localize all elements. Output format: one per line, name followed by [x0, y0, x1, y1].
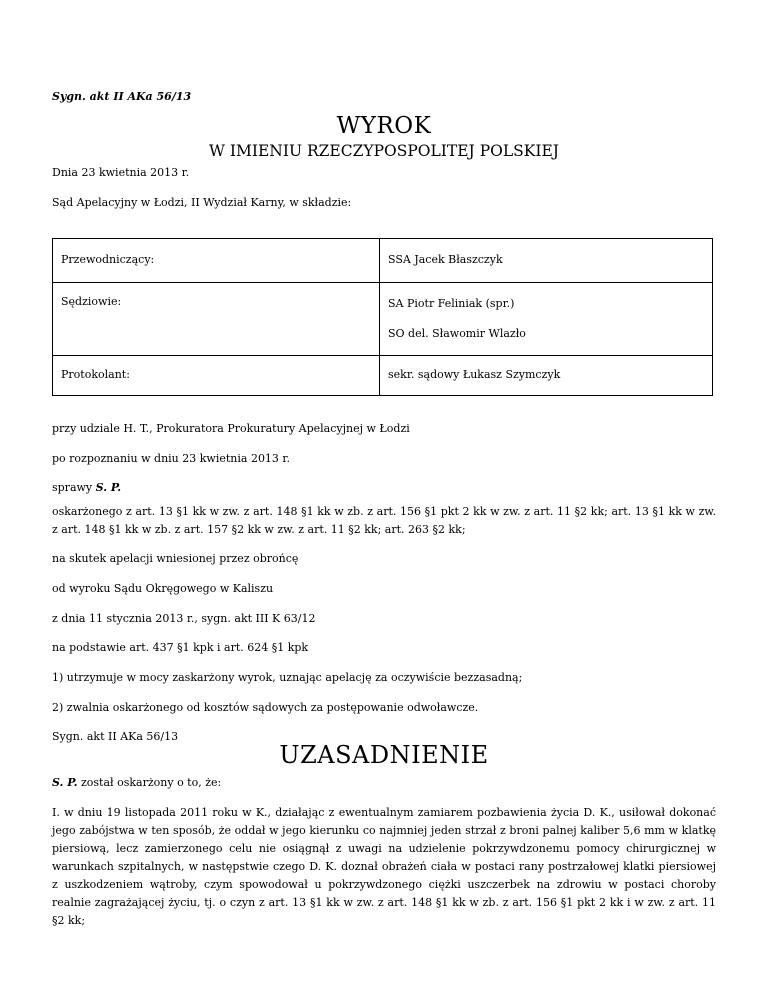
judges-cell: [380, 283, 713, 356]
judge-1: SA Piotr Feliniak (spr.): [388, 297, 515, 310]
judge-2: SO del. Sławomir Wlazło: [388, 327, 526, 340]
document-subtitle: W IMIENIU RZECZYPOSPOLITEJ POLSKIEJ: [209, 142, 559, 160]
case-number: Sygn. akt II AKa 56/13: [52, 90, 192, 103]
table-row: [53, 239, 713, 283]
prosecutor-line: przy udziale H. T., Prokuratora Prokuratury Apelacyjnej w Łodzi: [52, 422, 410, 435]
table-row: [53, 283, 713, 356]
charges-paragraph: oskarżonego z art. 13 §1 kk w zw. z art. 148 §1 kk w zb. z art. 156 §1 pkt 2 kk w zw. z art. 11 §2 kk; art. 13 §1 kk w zw. z art. 148 §1 kk w zb. z art. 157 §2 kk w zw. z art. 11 §2 kk; art. 263 §2 kk;: [52, 505, 716, 536]
judgment-line: od wyroku Sądu Okręgowego w Kaliszu: [52, 582, 274, 595]
defendant-name: S. P.: [95, 481, 122, 494]
clerk-value: sekr. sądowy Łukasz Szymczyk: [380, 356, 713, 396]
justification-defendant: S. P.: [52, 776, 78, 789]
presiding-value: SSA Jacek Błaszczyk: [380, 239, 713, 283]
justification-point-1: I. w dniu 19 listopada 2011 roku w K., działając z ewentualnym zamiarem pozbawienia życia D. K., usiłował dokonać jego zabójstwa w ten sposób, że oddał w jego kierunku co najmniej jeden strzał z broni palnej kaliber 5,6 mm w klatkę piersiową, lecz zamierzonego celu nie osiągnął z uwagi na udzielenie pokrzywdzonemu pomocy chirurgicznej w warunkach szpitalnych, w następstwie czego D. K. doznał obrażeń ciała w postaci rany postrzałowej klatki piersiowej z uszkodzeniem wątroby, czym spowodował u pokrzywdzonego ciężki uszczerbek na zdrowiu w postaci choroby realnie zagrażającej życiu, tj. o czyn z art. 13 §1 kk w zw. z art. 148 §1 kk w zb. z art. 156 §1 pkt 2 kk i w zw. z art. 11 §2 kk;: [52, 806, 716, 927]
judges-label: Sędziowie:: [53, 283, 380, 356]
judgment-date-line: z dnia 11 stycznia 2013 r., sygn. akt III K 63/12: [52, 612, 316, 625]
clerk-label: Protokolant:: [53, 356, 380, 396]
table-row: [53, 356, 713, 396]
case-prefix: sprawy: [52, 481, 96, 494]
ruling-1: 1) utrzymuje w mocy zaskarżony wyrok, uznając apelację za oczywiście bezzasadną;: [52, 671, 523, 684]
case-subject-line: [52, 479, 716, 497]
legal-basis-line: na podstawie art. 437 §1 kpk i art. 624 §1 kpk: [52, 641, 309, 654]
court-line: Sąd Apelacyjny w Łodzi, II Wydział Karny, w składzie:: [52, 196, 352, 209]
presiding-label: Przewodniczący:: [53, 239, 380, 283]
justification-title: UZASADNIENIE: [279, 741, 489, 769]
document-title: WYROK: [336, 113, 432, 139]
appeal-line: na skutek apelacji wniesionej przez obrońcę: [52, 552, 299, 565]
justification-intro-rest: został oskarżony o to, że:: [77, 776, 222, 789]
date-line: Dnia 23 kwietnia 2013 r.: [52, 166, 190, 179]
hearing-line: po rozpoznaniu w dniu 23 kwietnia 2013 r.: [52, 452, 290, 465]
court-panel-table: [52, 238, 713, 396]
justification-intro: [52, 774, 716, 792]
ruling-2: 2) zwalnia oskarżonego od kosztów sądowych za postępowanie odwoławcze.: [52, 701, 479, 714]
case-number-2: Sygn. akt II AKa 56/13: [52, 730, 179, 743]
